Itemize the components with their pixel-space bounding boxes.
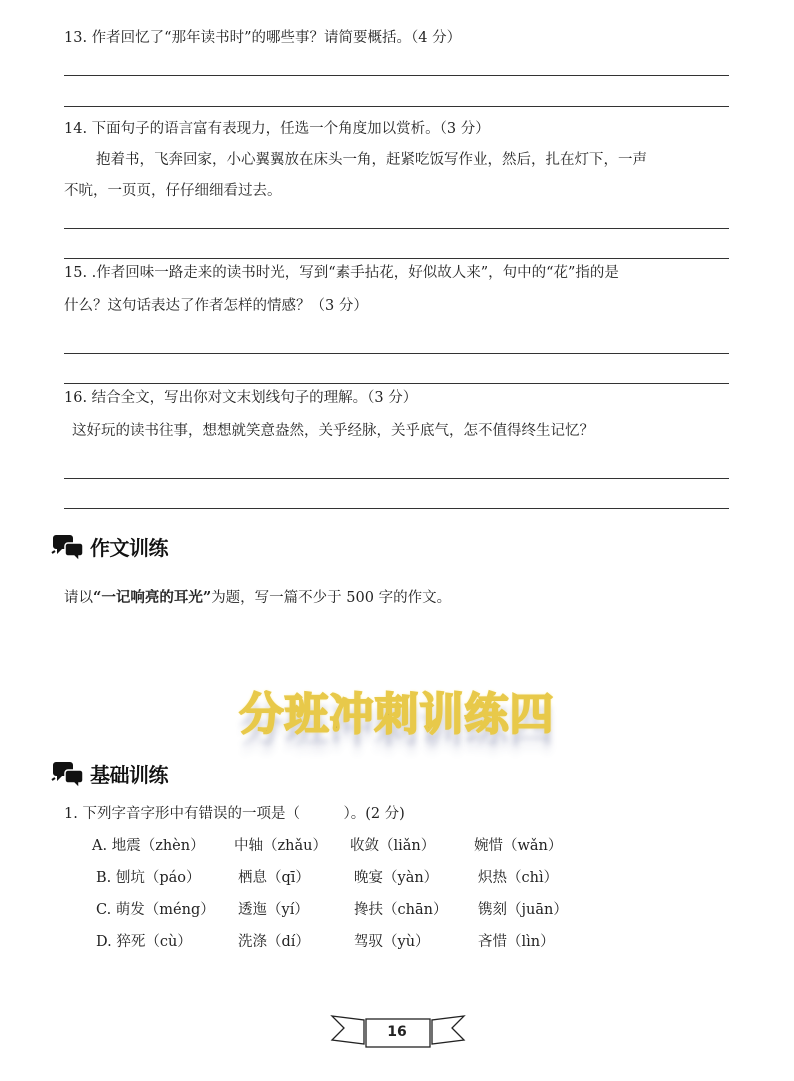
section-heading-basics	[50, 757, 168, 789]
page-number: 16	[387, 1024, 407, 1040]
question-15: 15. .作者回味一路走来的读书时光，写到“素手拈花，好似故人来”，句中的“花”指的是	[64, 265, 619, 281]
answer-line	[64, 478, 729, 479]
question-16: 16. 结合全文，写出你对文末划线句子的理解。（3 分）	[64, 390, 418, 406]
question-14: 14. 下面句子的语言富有表现力，任选一个角度加以赏析。（3 分）	[64, 121, 490, 137]
option-a-2: 中轴（zhǎu）	[234, 838, 327, 854]
section-title: 作文训练	[90, 535, 168, 560]
option-d-1: D. 猝死（cù）	[96, 934, 192, 950]
answer-line	[64, 353, 729, 354]
question-15-cont: 什么？这句话表达了作者怎样的情感？（3 分）	[64, 298, 368, 314]
quote-text: 这好玩的读书往事，想想就笑意盎然，关乎经脉，关乎底气，怎不值得终生记忆？	[72, 423, 594, 439]
option-c-2: 透迤（yí）	[238, 902, 309, 918]
option-b-1: B. 刨坑（páo）	[96, 870, 201, 886]
option-a-4: 婉惜（wǎn）	[474, 838, 563, 854]
option-b-2: 栖息（qī）	[238, 870, 310, 886]
option-d-2: 洗涤（dí）	[238, 934, 310, 950]
banner-title: 分班冲刺训练四	[239, 689, 555, 740]
option-d-3: 驾驭（yù）	[354, 934, 430, 950]
option-c-1: C. 萌发（méng）	[96, 902, 215, 918]
option-b-3: 晚宴（yàn）	[354, 870, 439, 886]
option-a-3: 收敛（liǎn）	[350, 838, 436, 854]
option-b-4: 炽热（chì）	[478, 870, 559, 886]
question-1: 1. 下列字音字形中有错误的一项是（ ）。(2 分)	[64, 806, 405, 822]
prompt-suffix: 为题，写一篇不少于 500 字的作文。	[211, 590, 452, 606]
answer-line	[64, 75, 729, 76]
prompt-prefix: 请以	[64, 590, 93, 606]
answer-line	[64, 258, 729, 259]
quote-text: 不吭，一页页，仔仔细细看过去。	[64, 183, 282, 199]
speech-bubbles-icon	[50, 758, 86, 788]
speech-bubbles-icon	[50, 531, 86, 561]
option-c-4: 镌刻（juān）	[478, 902, 568, 918]
answer-line	[64, 383, 729, 384]
answer-line	[64, 508, 729, 509]
option-d-4: 吝惜（lìn）	[478, 934, 555, 950]
question-13: 13. 作者回忆了“那年读书时”的哪些事？请简要概括。（4 分）	[64, 30, 462, 46]
option-a-1: A. 地震（zhèn）	[92, 838, 205, 854]
section-heading-composition	[50, 530, 168, 562]
answer-line	[64, 228, 729, 229]
prompt-topic: “一记响亮的耳光”	[93, 589, 212, 606]
quote-text: 抱着书，飞奔回家，小心翼翼放在床头一角，赶紧吃饭写作业，然后，扎在灯下，一声	[96, 152, 647, 168]
answer-line	[64, 106, 729, 107]
section-title: 基础训练	[90, 762, 168, 787]
option-c-3: 搀扶（chān）	[354, 902, 448, 918]
composition-prompt	[64, 588, 451, 608]
